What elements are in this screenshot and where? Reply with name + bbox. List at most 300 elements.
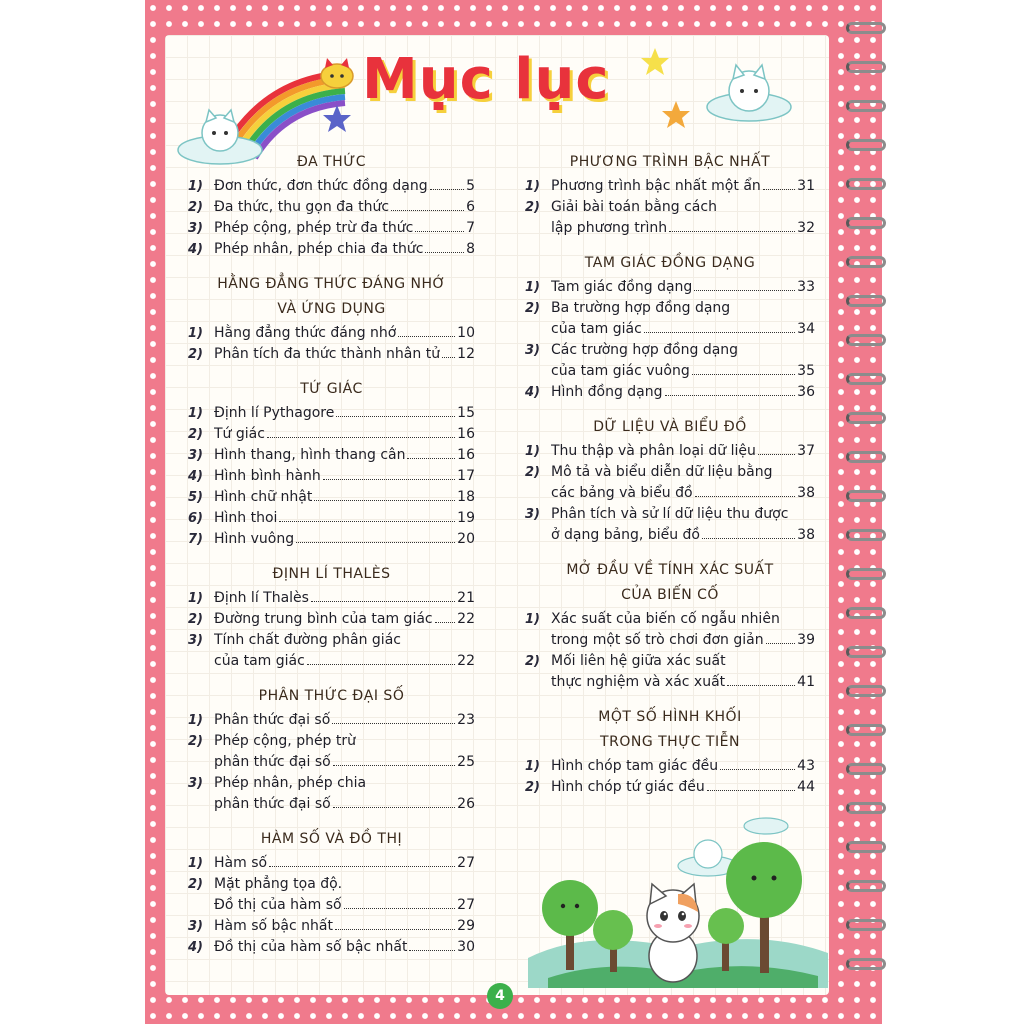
entry-title: Đơn thức, đơn thức đồng dạng <box>214 178 428 194</box>
entry-body <box>214 773 475 815</box>
toc-entry[interactable] <box>188 445 475 466</box>
entry-line <box>551 504 815 525</box>
dot-leader <box>311 601 455 602</box>
entry-number: 3) <box>188 776 203 791</box>
entry-page: 31 <box>797 178 815 194</box>
entry-body <box>214 630 475 672</box>
entry-title: Mối liên hệ giữa xác suất <box>551 653 726 669</box>
entry-page: 44 <box>797 779 815 795</box>
entry-body <box>214 874 475 916</box>
entry-number: 7) <box>188 532 203 547</box>
entry-number: 1) <box>188 179 203 194</box>
entry-line <box>551 340 815 361</box>
entry-page: 43 <box>797 758 815 774</box>
entry-title: Phân tích đa thức thành nhân tử <box>214 346 441 362</box>
dot-leader <box>692 374 795 375</box>
dot-leader <box>409 950 455 951</box>
section-title: ĐA THỨC <box>297 154 366 170</box>
toc-entry[interactable] <box>525 176 815 197</box>
toc-section <box>188 152 475 260</box>
entry-title: Hình chóp tam giác đều <box>551 758 719 774</box>
dot-leader <box>766 643 796 644</box>
section-title: MỘT SỐ HÌNH KHỐI <box>598 709 742 725</box>
toc-section <box>188 829 475 958</box>
entry-line <box>214 630 475 651</box>
entry-page: 33 <box>797 279 815 295</box>
entry-page: 6 <box>466 199 475 215</box>
toc-entry[interactable] <box>525 382 815 403</box>
entry-page: 8 <box>466 241 475 257</box>
entry-body <box>214 487 475 508</box>
toc-entry[interactable] <box>188 239 475 260</box>
toc-entry[interactable] <box>188 466 475 487</box>
entry-number: 3) <box>188 448 203 463</box>
section-title: HÀM SỐ VÀ ĐỒ THỊ <box>260 831 403 847</box>
entry-title: Đồ thị của hàm số <box>214 897 342 913</box>
dot-leader <box>720 769 795 770</box>
section-title: MỞ ĐẦU VỀ TÍNH XÁC SUẤT <box>566 562 774 578</box>
entry-line <box>214 752 475 773</box>
entry-page: 22 <box>457 611 475 627</box>
entry-page: 23 <box>457 712 475 728</box>
entry-body <box>551 756 815 777</box>
entry-page: 25 <box>457 754 475 770</box>
entry-title: Phép cộng, phép trừ đa thức <box>214 220 414 236</box>
entry-body <box>551 340 815 382</box>
entry-number: 2) <box>188 734 203 749</box>
dot-leader <box>344 908 456 909</box>
spiral-ring-icon <box>846 256 886 268</box>
dot-leader <box>435 622 456 623</box>
entry-number: 1) <box>188 326 203 341</box>
entry-line <box>551 176 815 197</box>
section-title: TAM GIÁC ĐỒNG DẠNG <box>584 255 756 271</box>
entry-body <box>551 651 815 693</box>
entry-page: 34 <box>797 321 815 337</box>
entry-line <box>551 651 815 672</box>
entry-title: phân thức đại số <box>214 796 331 812</box>
entry-title: Ba trường hợp đồng dạng <box>551 300 731 316</box>
entry-line <box>551 777 815 798</box>
toc-section <box>188 379 475 550</box>
toc-entry[interactable] <box>188 853 475 874</box>
entry-number: 1) <box>188 856 203 871</box>
entry-page: 15 <box>457 405 475 421</box>
dot-leader <box>669 231 795 232</box>
toc-entry[interactable] <box>525 197 815 239</box>
toc-section <box>188 274 475 365</box>
toc-section <box>525 417 815 546</box>
entry-line <box>551 218 815 239</box>
entry-title: Hình vuông <box>214 531 295 547</box>
entry-line <box>551 197 815 218</box>
entry-page: 29 <box>457 918 475 934</box>
spiral-ring-icon <box>846 295 886 307</box>
entry-title: Thu thập và phân loại dữ liệu <box>551 443 756 459</box>
entry-number: 4) <box>525 385 540 400</box>
entry-line <box>214 874 475 895</box>
page-title: Mục lục <box>362 47 610 112</box>
toc-entry[interactable] <box>525 777 815 798</box>
entry-line <box>551 525 815 546</box>
dot-leader <box>398 336 455 337</box>
entry-number: 2) <box>525 780 540 795</box>
toc-entry[interactable] <box>188 874 475 916</box>
entry-page: 35 <box>797 363 815 379</box>
entry-title: ở dạng bảng, biểu đồ <box>551 527 700 543</box>
spiral-ring-icon <box>846 61 886 73</box>
entry-title: Giải bài toán bằng cách <box>551 199 717 215</box>
entry-body <box>214 710 475 731</box>
entry-line <box>551 441 815 462</box>
entry-page: 27 <box>457 897 475 913</box>
entry-title: Tứ giác <box>214 426 265 442</box>
entry-number: 2) <box>525 200 540 215</box>
toc-entry[interactable] <box>188 508 475 529</box>
entry-page: 5 <box>466 178 475 194</box>
toc-entry[interactable] <box>188 424 475 445</box>
entry-title: các bảng và biểu đồ <box>551 485 693 501</box>
entry-title: Hình thoi <box>214 510 278 526</box>
dot-leader <box>336 416 455 417</box>
spiral-ring-icon <box>846 373 886 385</box>
entry-body <box>551 504 815 546</box>
entry-page: 21 <box>457 590 475 606</box>
entry-number: 1) <box>188 591 203 606</box>
entry-number: 6) <box>188 511 203 526</box>
entry-line <box>214 916 475 937</box>
entry-line <box>214 710 475 731</box>
entry-line <box>551 298 815 319</box>
entry-number: 1) <box>525 759 540 774</box>
entry-line <box>214 853 475 874</box>
entry-body <box>551 197 815 239</box>
entry-title: Tam giác đồng dạng <box>551 279 693 295</box>
entry-title: thực nghiệm và xác xuất <box>551 674 726 690</box>
spiral-ring-icon <box>846 763 886 775</box>
entry-page: 18 <box>457 489 475 505</box>
entry-body <box>214 937 475 958</box>
entry-number: 2) <box>188 200 203 215</box>
entry-title: của tam giác vuông <box>551 363 690 379</box>
spiral-ring-icon <box>846 217 886 229</box>
entry-page: 30 <box>457 939 475 955</box>
entry-page: 32 <box>797 220 815 236</box>
entry-body <box>214 344 475 365</box>
dot-leader <box>269 866 455 867</box>
entry-body <box>214 466 475 487</box>
spiral-ring-icon <box>846 529 886 541</box>
entry-number: 3) <box>188 633 203 648</box>
toc-entry[interactable] <box>188 218 475 239</box>
entry-line <box>214 344 475 365</box>
spiral-ring-icon <box>846 880 886 892</box>
entry-number: 4) <box>188 242 203 257</box>
entry-line <box>551 319 815 340</box>
entry-line <box>214 239 475 260</box>
dot-leader <box>267 437 455 438</box>
entry-title: Hình đồng dạng <box>551 384 663 400</box>
toc-entry[interactable] <box>188 773 475 815</box>
dot-leader <box>644 332 795 333</box>
toc-entry[interactable] <box>525 340 815 382</box>
toc-entry[interactable] <box>188 487 475 508</box>
entry-number: 2) <box>188 427 203 442</box>
entry-page: 12 <box>457 346 475 362</box>
dot-leader <box>296 542 455 543</box>
entry-title: Phép nhân, phép chia <box>214 775 367 791</box>
toc-entry[interactable] <box>525 277 815 298</box>
entry-line <box>214 937 475 958</box>
section-title: ĐỊNH LÍ THALÈS <box>272 566 391 582</box>
entry-body <box>214 239 475 260</box>
entry-page: 41 <box>797 674 815 690</box>
entry-line <box>551 361 815 382</box>
toc-entry[interactable] <box>525 441 815 462</box>
dot-leader <box>665 395 796 396</box>
rainbow-cat-icon <box>321 58 353 88</box>
entry-page: 39 <box>797 632 815 648</box>
entry-line <box>214 176 475 197</box>
cat-icon <box>647 884 699 982</box>
entry-number: 1) <box>525 179 540 194</box>
entry-number: 1) <box>525 444 540 459</box>
spiral-ring-icon <box>846 568 886 580</box>
toc-section <box>525 152 815 239</box>
entry-title: Định lí Pythagore <box>214 405 335 421</box>
entry-title: Phép nhân, phép chia đa thức <box>214 241 424 257</box>
entry-body <box>214 323 475 344</box>
entry-title: Hình thang, hình thang cân <box>214 447 406 463</box>
entry-body <box>214 588 475 609</box>
entry-body <box>214 916 475 937</box>
entry-number: 4) <box>188 940 203 955</box>
toc-entry[interactable] <box>188 731 475 773</box>
toc-entry[interactable] <box>188 403 475 424</box>
spiral-ring-icon <box>846 646 886 658</box>
dot-leader <box>307 664 455 665</box>
toc-entry[interactable] <box>525 462 815 504</box>
entry-title: Hình chóp tứ giác đều <box>551 779 705 795</box>
cat-tree-illustration <box>528 808 828 988</box>
entry-line <box>214 773 475 794</box>
dot-leader <box>314 500 455 501</box>
entry-line <box>214 609 475 630</box>
entry-title: Đa thức, thu gọn đa thức <box>214 199 390 215</box>
entry-number: 2) <box>525 465 540 480</box>
entry-line <box>214 895 475 916</box>
entry-body <box>214 218 475 239</box>
entry-body <box>214 853 475 874</box>
entry-line <box>214 197 475 218</box>
toc-entry[interactable] <box>188 176 475 197</box>
entry-title: Hình bình hành <box>214 468 321 484</box>
section-title: DỮ LIỆU VÀ BIỂU ĐỒ <box>593 419 747 435</box>
entry-page: 27 <box>457 855 475 871</box>
entry-title: Phép cộng, phép trừ <box>214 733 357 749</box>
dot-leader <box>695 496 796 497</box>
toc-section <box>525 560 815 693</box>
entry-title: Hằng đẳng thức đáng nhớ <box>214 325 397 341</box>
toc-entry[interactable] <box>188 630 475 672</box>
entry-number: 3) <box>525 343 540 358</box>
entry-line <box>214 487 475 508</box>
entry-page: 38 <box>797 485 815 501</box>
spiral-ring-icon <box>846 178 886 190</box>
toc-entry[interactable] <box>188 916 475 937</box>
entry-page: 19 <box>457 510 475 526</box>
toc-entry[interactable] <box>188 197 475 218</box>
dot-leader <box>333 807 455 808</box>
dot-leader <box>763 189 795 190</box>
toc-section <box>188 686 475 815</box>
entry-number: 2) <box>525 654 540 669</box>
entry-page: 20 <box>457 531 475 547</box>
entry-page: 26 <box>457 796 475 812</box>
entry-number: 3) <box>188 919 203 934</box>
toc-right-column <box>525 148 815 812</box>
entry-line <box>551 672 815 693</box>
dot-leader <box>727 685 795 686</box>
toc-entry[interactable] <box>188 323 475 344</box>
toc-section <box>188 564 475 672</box>
entry-body <box>551 277 815 298</box>
entry-body <box>551 382 815 403</box>
entry-title: của tam giác <box>214 653 305 669</box>
entry-page: 36 <box>797 384 815 400</box>
toc-entry[interactable] <box>188 937 475 958</box>
entry-title: Mặt phẳng tọa độ. <box>214 876 343 892</box>
section-title: TỨ GIÁC <box>300 381 363 397</box>
entry-line <box>214 424 475 445</box>
entry-line <box>214 445 475 466</box>
spiral-ring-icon <box>846 139 886 151</box>
entry-line <box>551 462 815 483</box>
entry-line <box>214 323 475 344</box>
section-title: CỦA BIẾN CỐ <box>621 587 719 603</box>
toc-entry[interactable] <box>188 710 475 731</box>
entry-line <box>214 403 475 424</box>
entry-title: lập phương trình <box>551 220 668 236</box>
dot-leader <box>442 357 455 358</box>
entry-number: 2) <box>525 301 540 316</box>
entry-body <box>214 197 475 218</box>
entry-line <box>551 382 815 403</box>
entry-page: 17 <box>457 468 475 484</box>
spiral-ring-icon <box>846 412 886 424</box>
dot-leader <box>335 929 455 930</box>
toc-entry[interactable] <box>188 588 475 609</box>
spiral-ring-icon <box>846 802 886 814</box>
entry-body <box>551 176 815 197</box>
dot-leader <box>707 790 795 791</box>
entry-title: Phân tích và sử lí dữ liệu thu được <box>551 506 789 522</box>
spiral-ring-icon <box>846 685 886 697</box>
toc-entry[interactable] <box>525 504 815 546</box>
dot-leader <box>279 521 455 522</box>
toc-entry[interactable] <box>525 756 815 777</box>
spiral-ring-icon <box>846 490 886 502</box>
entry-number: 2) <box>188 877 203 892</box>
toc-entry[interactable] <box>188 609 475 630</box>
toc-left-column <box>188 148 475 972</box>
entry-page: 10 <box>457 325 475 341</box>
dot-leader <box>415 231 464 232</box>
entry-line <box>214 508 475 529</box>
entry-title: Phương trình bậc nhất một ẩn <box>551 178 761 194</box>
entry-page: 38 <box>797 527 815 543</box>
entry-body <box>214 445 475 466</box>
entry-body <box>214 176 475 197</box>
dot-leader <box>702 538 795 539</box>
entry-title: Xác suất của biến cố ngẫu nhiên <box>551 611 780 627</box>
entry-title: Các trường hợp đồng dạng <box>551 342 739 358</box>
dot-leader <box>333 765 455 766</box>
dot-leader <box>391 210 464 211</box>
spiral-ring-icon <box>846 22 886 34</box>
toc-entry[interactable] <box>525 298 815 340</box>
entry-number: 5) <box>188 490 203 505</box>
entry-title: Tính chất đường phân giác <box>214 632 401 648</box>
entry-line <box>214 731 475 752</box>
entry-title: Hàm số bậc nhất <box>214 918 333 934</box>
entry-body <box>551 462 815 504</box>
entry-body <box>214 508 475 529</box>
section-title: HẰNG ĐẲNG THỨC ĐÁNG NHỚ <box>217 276 446 292</box>
entry-page: 16 <box>457 426 475 442</box>
entry-title: Hình chữ nhật <box>214 489 313 505</box>
entry-page: 37 <box>797 443 815 459</box>
entry-number: 1) <box>188 713 203 728</box>
section-title: VÀ ỨNG DỤNG <box>277 301 386 317</box>
entry-number: 3) <box>525 507 540 522</box>
section-title: PHƯƠNG TRÌNH BẬC NHẤT <box>569 154 771 170</box>
entry-line <box>214 588 475 609</box>
cat-cloud-icon <box>705 55 793 125</box>
entry-line <box>214 794 475 815</box>
spiral-ring-icon <box>846 724 886 736</box>
entry-number: 1) <box>525 612 540 627</box>
toc-entry[interactable] <box>188 529 475 550</box>
spiral-ring-icon <box>846 607 886 619</box>
entry-number: 1) <box>188 406 203 421</box>
entry-body <box>214 529 475 550</box>
spiral-ring-icon <box>846 100 886 112</box>
toc-section <box>525 707 815 798</box>
entry-line <box>551 609 815 630</box>
section-title: TRONG THỰC TIỄN <box>600 734 740 750</box>
spiral-ring-icon <box>846 334 886 346</box>
entry-line <box>551 277 815 298</box>
page-number-badge: 4 <box>487 983 513 1009</box>
entry-title: trong một số trò chơi đơn giản <box>551 632 764 648</box>
entry-line <box>551 630 815 651</box>
toc-entry[interactable] <box>525 609 815 651</box>
spiral-ring-icon <box>846 958 886 970</box>
toc-entry[interactable] <box>525 651 815 693</box>
entry-body <box>214 424 475 445</box>
entry-title: Đồ thị của hàm số bậc nhất <box>214 939 408 955</box>
entry-page: 7 <box>466 220 475 236</box>
entry-title: Phân thức đại số <box>214 712 331 728</box>
entry-body <box>551 609 815 651</box>
spiral-ring-icon <box>846 919 886 931</box>
toc-entry[interactable] <box>188 344 475 365</box>
entry-number: 3) <box>188 221 203 236</box>
dot-leader <box>332 723 455 724</box>
entry-title: của tam giác <box>551 321 642 337</box>
entry-body <box>214 403 475 424</box>
